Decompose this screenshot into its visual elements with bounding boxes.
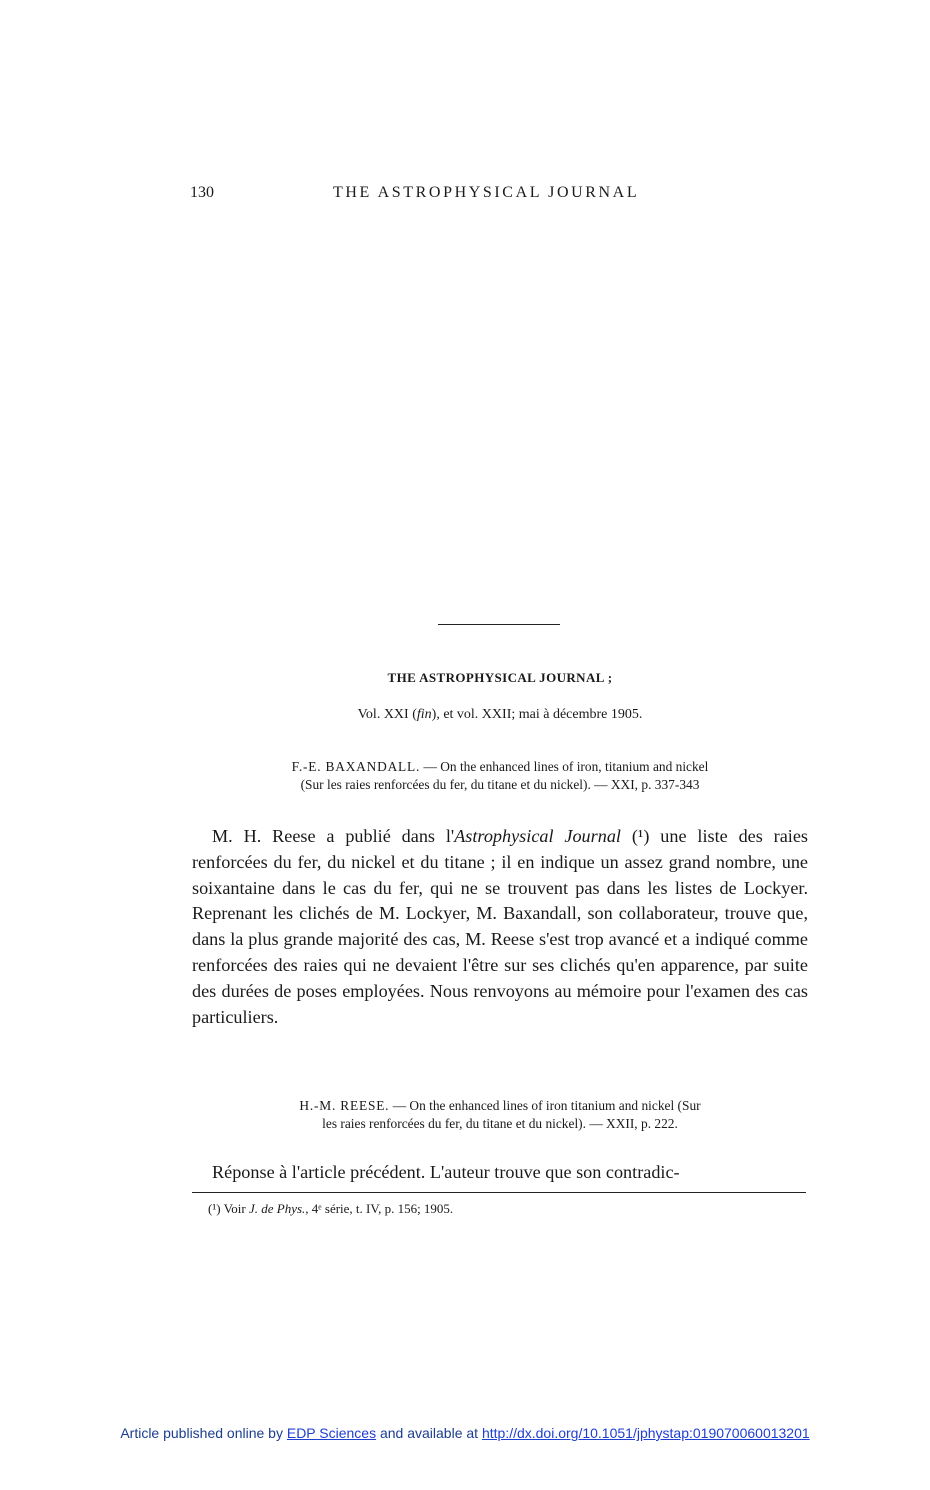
footnote-journal: J. de Phys. [248,1201,306,1216]
footnote-post: , 4ᵉ série, t. IV, p. 156; 1905. [305,1201,454,1216]
paragraph-reese [192,1160,808,1185]
paragraph-baxandall [192,824,808,1030]
footnote [208,1201,808,1217]
footer-middle: and available at [376,1425,482,1441]
footnote-mark: (¹) [208,1201,221,1216]
publisher-link[interactable]: EDP Sciences [286,1425,377,1441]
volume-fin: fin [416,707,432,722]
footnote-rule [192,1192,806,1193]
journal-italic: Astrophysical Journal [454,826,621,846]
section-title: THE ASTROPHYSICAL JOURNAL ; [387,670,613,685]
reference-translation: (Sur les raies renforcées du fer, du titane et du nickel). — XXI, p. 337-343 [300,777,700,792]
reference-author: F.-E. BAXANDALL. [291,759,421,774]
reference-baxandall [190,758,810,794]
volume-line [190,707,810,723]
footnote-pre: Voir [220,1201,249,1216]
page-number: 130 [190,184,214,201]
paragraph-text: une liste des raies renforcées du fer, du nickel et du titane ; il en indique un assez grand nombre, une soixantaine dans le cas du fer, qui ne se trouvent pas dans les listes de Lockyer. Reprenant les clichés de M. Lockyer, M. Baxandall, son collaborateur, trouve que, dans la plus grande majorité des cas, M. Reese s'est trop avancé et a indiqué comme renforcées des raies qui ne devaient l'être sur ses clichés qu'en apparence, par suite des durées de poses employées. Nous renvoyons au mémoire pour l'examen des cas particuliers. [192,826,809,1027]
journal-header: THE ASTROPHYSICAL JOURNAL [333,184,640,201]
reference-title: — On the enhanced lines of iron titanium and nickel (Sur [389,1098,701,1113]
reference-title: — On the enhanced lines of iron, titanium and nickel [420,759,709,774]
running-head [190,184,810,208]
footer-prefix: Article published online by [120,1425,287,1441]
paragraph-opening: M. H. Reese a publié dans l' [212,826,455,846]
volume-text-post: ), et vol. XXII; mai à décembre 1905. [431,707,643,722]
reference-author: H.-M. REESE. [299,1098,390,1113]
reference-translation: les raies renforcées du fer, du titane et du nickel). — XXII, p. 222. [322,1116,678,1131]
section-divider [438,624,560,625]
doi-link[interactable]: http://dx.doi.org/10.1051/jphystap:019070060013201 [481,1425,810,1441]
paragraph-text: Réponse à l'article précédent. L'auteur trouve que son contradic- [212,1162,680,1182]
footnote-ref: (¹) [631,826,650,846]
volume-text-pre: Vol. XXI ( [357,707,417,722]
publisher-footer [0,1425,930,1441]
reference-reese [190,1097,810,1133]
